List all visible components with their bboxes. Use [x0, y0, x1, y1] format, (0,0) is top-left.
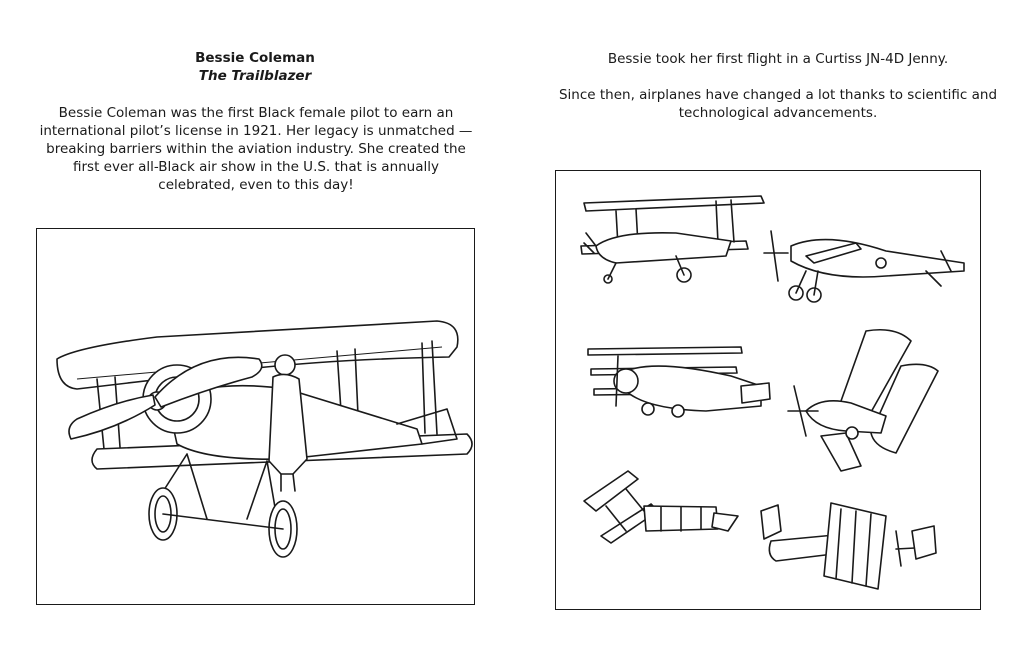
biplane-4-drawing [788, 330, 938, 471]
biplane-1-drawing [581, 196, 764, 283]
advancements-sentence: Since then, airplanes have changed a lot thanks to scientific and technological advancements. [558, 87, 998, 121]
biplane-pilot-illustration [37, 229, 473, 603]
coloring-frame-left [36, 228, 475, 605]
early-flyer-5-drawing [584, 471, 738, 543]
bio-paragraph: Bessie Coleman was the first Black female pilot to earn an international pilot’s license in 1921. Her legacy is unmatched — breaking barriers within the aviation industry. She created the first ever all-Black air show in the U.S. that is annually celebrated, even to this day! [39, 105, 473, 193]
page-subtitle: The Trailblazer [198, 68, 312, 84]
triplane-3-drawing [588, 347, 770, 417]
page-title: Bessie Coleman [195, 50, 315, 66]
flight-sentence: Bessie took her first flight in a Curtiss JN-4D Jenny. [607, 51, 949, 67]
coloring-frame-right [555, 170, 981, 610]
early-flyer-6-drawing [761, 503, 936, 589]
airplanes-grid-illustration [556, 171, 979, 608]
monoplane-2-drawing [764, 231, 964, 302]
